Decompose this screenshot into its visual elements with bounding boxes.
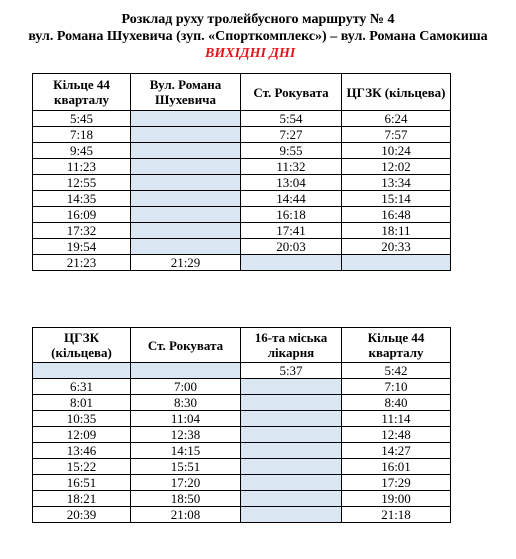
time-cell: 16:09: [33, 207, 131, 223]
time-cell: [131, 127, 241, 143]
time-cell: 12:09: [33, 427, 131, 443]
time-cell: 14:44: [241, 191, 342, 207]
time-cell: 5:42: [342, 363, 451, 379]
table-row: [33, 363, 451, 379]
time-cell: 11:32: [241, 159, 342, 175]
time-cell: [131, 175, 241, 191]
time-cell: 16:01: [342, 459, 451, 475]
time-cell: 21:18: [342, 507, 451, 523]
column-header: ЦГЗК (кільцева): [33, 328, 131, 363]
time-cell: 12:38: [131, 427, 241, 443]
time-cell: 5:54: [241, 111, 342, 127]
table-row: [33, 159, 451, 175]
time-cell: 13:34: [342, 175, 451, 191]
time-cell: 7:10: [342, 379, 451, 395]
time-cell: 21:23: [33, 255, 131, 271]
table-row: [33, 111, 451, 127]
table-row: [33, 207, 451, 223]
time-cell: 5:45: [33, 111, 131, 127]
time-cell: 11:23: [33, 159, 131, 175]
time-cell: 16:51: [33, 475, 131, 491]
time-cell: 16:48: [342, 207, 451, 223]
time-cell: 19:00: [342, 491, 451, 507]
time-cell: 17:29: [342, 475, 451, 491]
time-cell: 16:18: [241, 207, 342, 223]
time-cell: [241, 491, 342, 507]
table-row: [33, 443, 451, 459]
time-cell: 11:04: [131, 411, 241, 427]
time-cell: [342, 255, 451, 271]
column-header: Ст. Рокувата: [241, 74, 342, 111]
table-row: [33, 239, 451, 255]
schedule-table-outbound: [32, 73, 451, 271]
time-cell: 13:46: [33, 443, 131, 459]
table-row: [33, 411, 451, 427]
time-cell: 21:08: [131, 507, 241, 523]
time-cell: 10:24: [342, 143, 451, 159]
time-cell: 12:02: [342, 159, 451, 175]
table-row: [33, 255, 451, 271]
time-cell: 6:31: [33, 379, 131, 395]
time-cell: [241, 255, 342, 271]
time-cell: 11:14: [342, 411, 451, 427]
time-cell: 14:15: [131, 443, 241, 459]
table-row: [33, 395, 451, 411]
time-cell: 9:55: [241, 143, 342, 159]
time-cell: 14:35: [33, 191, 131, 207]
table-body: [33, 111, 451, 271]
time-cell: 19:54: [33, 239, 131, 255]
time-cell: 20:03: [241, 239, 342, 255]
table-row: [33, 223, 451, 239]
time-cell: [131, 111, 241, 127]
schedule-table-return: [32, 327, 451, 523]
time-cell: 8:40: [342, 395, 451, 411]
time-cell: 10:35: [33, 411, 131, 427]
time-cell: 7:27: [241, 127, 342, 143]
time-cell: 21:29: [131, 255, 241, 271]
time-cell: 15:14: [342, 191, 451, 207]
time-cell: 7:18: [33, 127, 131, 143]
time-cell: [241, 411, 342, 427]
column-header: ЦГЗК (кільцева): [342, 74, 451, 111]
time-cell: 5:37: [241, 363, 342, 379]
table-body: [33, 363, 451, 523]
time-cell: 14:27: [342, 443, 451, 459]
column-header: Кільце 44 кварталу: [33, 74, 131, 111]
time-cell: [241, 395, 342, 411]
time-cell: 17:32: [33, 223, 131, 239]
time-cell: [131, 363, 241, 379]
time-cell: [131, 239, 241, 255]
schedule-title: Розклад руху тролейбусного маршруту № 4: [121, 12, 395, 27]
table-row: [33, 127, 451, 143]
time-cell: [241, 427, 342, 443]
route-subtitle: вул. Романа Шухевича (зуп. «Спорткомплекс») – вул. Романа Самокиша: [28, 29, 488, 44]
time-cell: [131, 191, 241, 207]
time-cell: [241, 443, 342, 459]
time-cell: 18:50: [131, 491, 241, 507]
day-type-label: ВИХІДНІ ДНІ: [205, 46, 296, 61]
time-cell: 8:30: [131, 395, 241, 411]
time-cell: 13:04: [241, 175, 342, 191]
time-cell: 20:33: [342, 239, 451, 255]
time-cell: 15:22: [33, 459, 131, 475]
column-header: Вул. Романа Шухевича: [131, 74, 241, 111]
column-header: Кільце 44 кварталу: [342, 328, 451, 363]
table-row: [33, 427, 451, 443]
table-row: [33, 459, 451, 475]
time-cell: 12:55: [33, 175, 131, 191]
column-header: Ст. Рокувата: [131, 328, 241, 363]
time-cell: 17:20: [131, 475, 241, 491]
time-cell: 15:51: [131, 459, 241, 475]
table-row: [33, 175, 451, 191]
time-cell: [131, 223, 241, 239]
time-cell: 17:41: [241, 223, 342, 239]
time-cell: [241, 379, 342, 395]
time-cell: 12:48: [342, 427, 451, 443]
time-cell: [241, 459, 342, 475]
table-row: [33, 191, 451, 207]
time-cell: 7:00: [131, 379, 241, 395]
time-cell: [241, 507, 342, 523]
time-cell: 8:01: [33, 395, 131, 411]
time-cell: 20:39: [33, 507, 131, 523]
time-cell: 18:21: [33, 491, 131, 507]
table-row: [33, 475, 451, 491]
time-cell: 7:57: [342, 127, 451, 143]
table-row: [33, 491, 451, 507]
time-cell: 6:24: [342, 111, 451, 127]
time-cell: [131, 207, 241, 223]
time-cell: [131, 159, 241, 175]
column-header: 16-та міська лікарня: [241, 328, 342, 363]
table-row: [33, 143, 451, 159]
table-row: [33, 379, 451, 395]
time-cell: 18:11: [342, 223, 451, 239]
time-cell: [241, 475, 342, 491]
time-cell: [131, 143, 241, 159]
time-cell: 9:45: [33, 143, 131, 159]
time-cell: [33, 363, 131, 379]
table-row: [33, 507, 451, 523]
